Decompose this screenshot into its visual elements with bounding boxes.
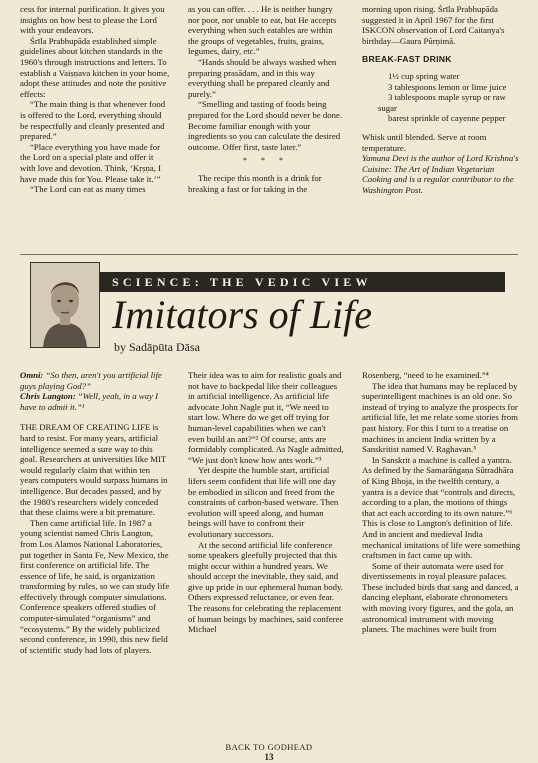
ingredient-list (362, 71, 522, 124)
paragraph: Śrīla Prabhupāda established simple guidelines about kitchen standards in the 1960's through instructions and letters. To establish a Vaiṣṇava kitchen in your home, adopt these attitudes and note the positive effects: (20, 35, 170, 99)
recipe-title: BREAK-FAST DRINK (362, 54, 452, 65)
epigraph-text: “So then, aren't you artificial life guys playing God?” (20, 370, 162, 391)
ingredient: barest sprinkle of cayenne pepper (388, 113, 506, 124)
ingredient: 1½ cup spring water (388, 70, 460, 81)
epigraph-line (20, 391, 170, 412)
article-column-2 (188, 370, 344, 635)
quote-paragraph: “Place everything you have made for the Lord on a special plate and offer it with love and devotion. Think, ‘Kṛṣṇa, I have made this for You. Please take it.’” (20, 141, 162, 184)
ingredient: 3 tablespoons lemon or lime juice (388, 81, 507, 92)
epigraph-speaker: Chris Langton: (20, 391, 76, 402)
author-photo (30, 262, 100, 348)
quote-paragraph: “The Lord can eat as many times (30, 184, 146, 195)
divider (20, 254, 518, 255)
top-column-3 (362, 4, 522, 196)
quote-paragraph: “Hands should be always washed when preparing prasādam, and in this way everything shall be prepared cleanly and purely.” (188, 56, 337, 99)
paragraph: morning upon rising. Śrīla Prabhupāda suggested it in April 1967 for the first ISKCON observation of Lord Caitanya's birthday—Gaura Pūrṇimā. (362, 4, 505, 46)
section-break: * * * (243, 156, 289, 166)
article-title: Imitators of Life (112, 292, 373, 337)
epigraph-speaker: Omni: (20, 370, 44, 380)
paragraph: cess for internal purification. It gives you insights on how best to please the Lord with your endeavors. (20, 4, 165, 36)
paragraph: In Sanskrit a machine is called a yantra. As defined by the Samarāṅgaṇa Sūtradhāra of King Bhoja, in the twelfth century, a yantra is a device that “controls and directs, according to a plan, the motions of things that act each according to its own nature.”⁶ This is close to Langton's definition of life. And in ancient and medieval India mechanical imitations of life were something craftsmen in fact came up with. (362, 454, 521, 561)
byline: by Sadāpūta Dāsa (114, 340, 200, 354)
top-column-1 (20, 4, 170, 195)
magazine-name: BACK TO GODHEAD (225, 742, 313, 752)
author-bio: Yamuna Devi is the author of Lord Krishna's Cuisine: The Art of Indian Vegetarian Cooking and is a regular contributor to the Washington Post. (362, 153, 519, 195)
section-banner: SCIENCE: THE VEDIC VIEW (100, 272, 505, 292)
epigraph-line (20, 370, 170, 391)
ingredient: 3 tablespoons maple syrup or raw sugar (378, 92, 506, 113)
recipe-instructions: Whisk until blended. Serve at room temperature. (362, 131, 487, 153)
paragraph: The idea that humans may be replaced by superintelligent machines is an old one. So instead of trying to analyze the prospects for artificial life, let me relate some stories from past history. For this I turn to a treatise on machines in ancient India written by a Sanskritist named V. Raghavan.⁵ (362, 380, 518, 455)
page-number: 13 (264, 752, 274, 762)
quote-paragraph: “Smelling and tasting of foods being prepared for the Lord should never be done. Become familiar enough with your ingredients so you can calculate the desired outcome. Offer first, taste later.” (188, 99, 343, 152)
quote-paragraph: “The main thing is that whenever food is offered to the Lord, everything should be respectfully and cleanly presented and prepared.” (20, 99, 166, 142)
article-column-1 (20, 370, 170, 655)
paragraph: Rosenberg, “need to be examined.”⁴ (362, 370, 489, 380)
article-column-3 (362, 370, 522, 635)
paragraph: Yet despite the humble start, artificial lifers seem confident that life will one day be embodied in silicon and freed from the constraints of carbon-based wetware. Then evolution will speed along, and human beings will have to confront their evolutionary successors. (188, 465, 339, 539)
paragraph: Their idea was to aim for realistic goals and not have to backpedal like their colleagues in artificial intelligence. As artificial life advocate John Nagle put it, “We need to start low. Where do we get off trying for human-level capabilities when we can't even build an ant?”² Of course, ants are formidably complicated. As Nagle admitted, “We just don't know how ants work.”³ (188, 370, 344, 465)
paragraph: Some of their automata were used for divertissements in royal pleasure palaces. These included birds that sang and danced, a dancing elephant, elaborate chronometers with moving ivory figures, and the gola, an astronomical instrument with moving planets. The machines were built from (362, 560, 519, 635)
paragraph: Then came artificial life. In 1987 a young scientist named Chris Langton, from Los Alamos National Laboratories, put together in Santa Fe, New Mexico, the first conference on artificial life. The essence of life, he said, is organization transforming by rules, so we can study life effectively through computer simulations. Conference speakers offered studies of computer-simulated “organisms” and “ecosystems.” By the widely publicized second conference, in 1990, this new field of scientific study had lots of players. (20, 517, 170, 655)
paragraph: At the second artificial life conference some speakers gleefully projected that this might occur within a hundred years. We should accept the inevitable, they said, and give up pride in our ephemeral human body. Others expressed reluctance, or even fear. The reasons for celebrating the replacement of human beings by machines, said conferee Michael (188, 539, 344, 635)
paragraph: The recipe this month is a drink for breaking a fast or for taking in the (188, 172, 322, 194)
paragraph: as you can offer. . . . He is neither hungry nor poor, nor unable to eat, but He accepts everything when such eatables are within the groups of vegetables, fruits, grains, legumes, dairy, etc.” (188, 4, 337, 57)
epigraph-text: “Well, yeah, in a way I have to admit it.”¹ (20, 391, 158, 412)
lead-paragraph: THE DREAM OF CREATING LIFE is hard to resist. For many years, artificial intelligence seemed a sure way to this goal. Researchers at universities like MIT would regularly claim that within ten years computers would surpass humans in intelligence. But decades passed, and by the 1980's researchers widely conceded that these claims were a bit premature. (20, 422, 168, 518)
top-column-2 (188, 4, 344, 194)
